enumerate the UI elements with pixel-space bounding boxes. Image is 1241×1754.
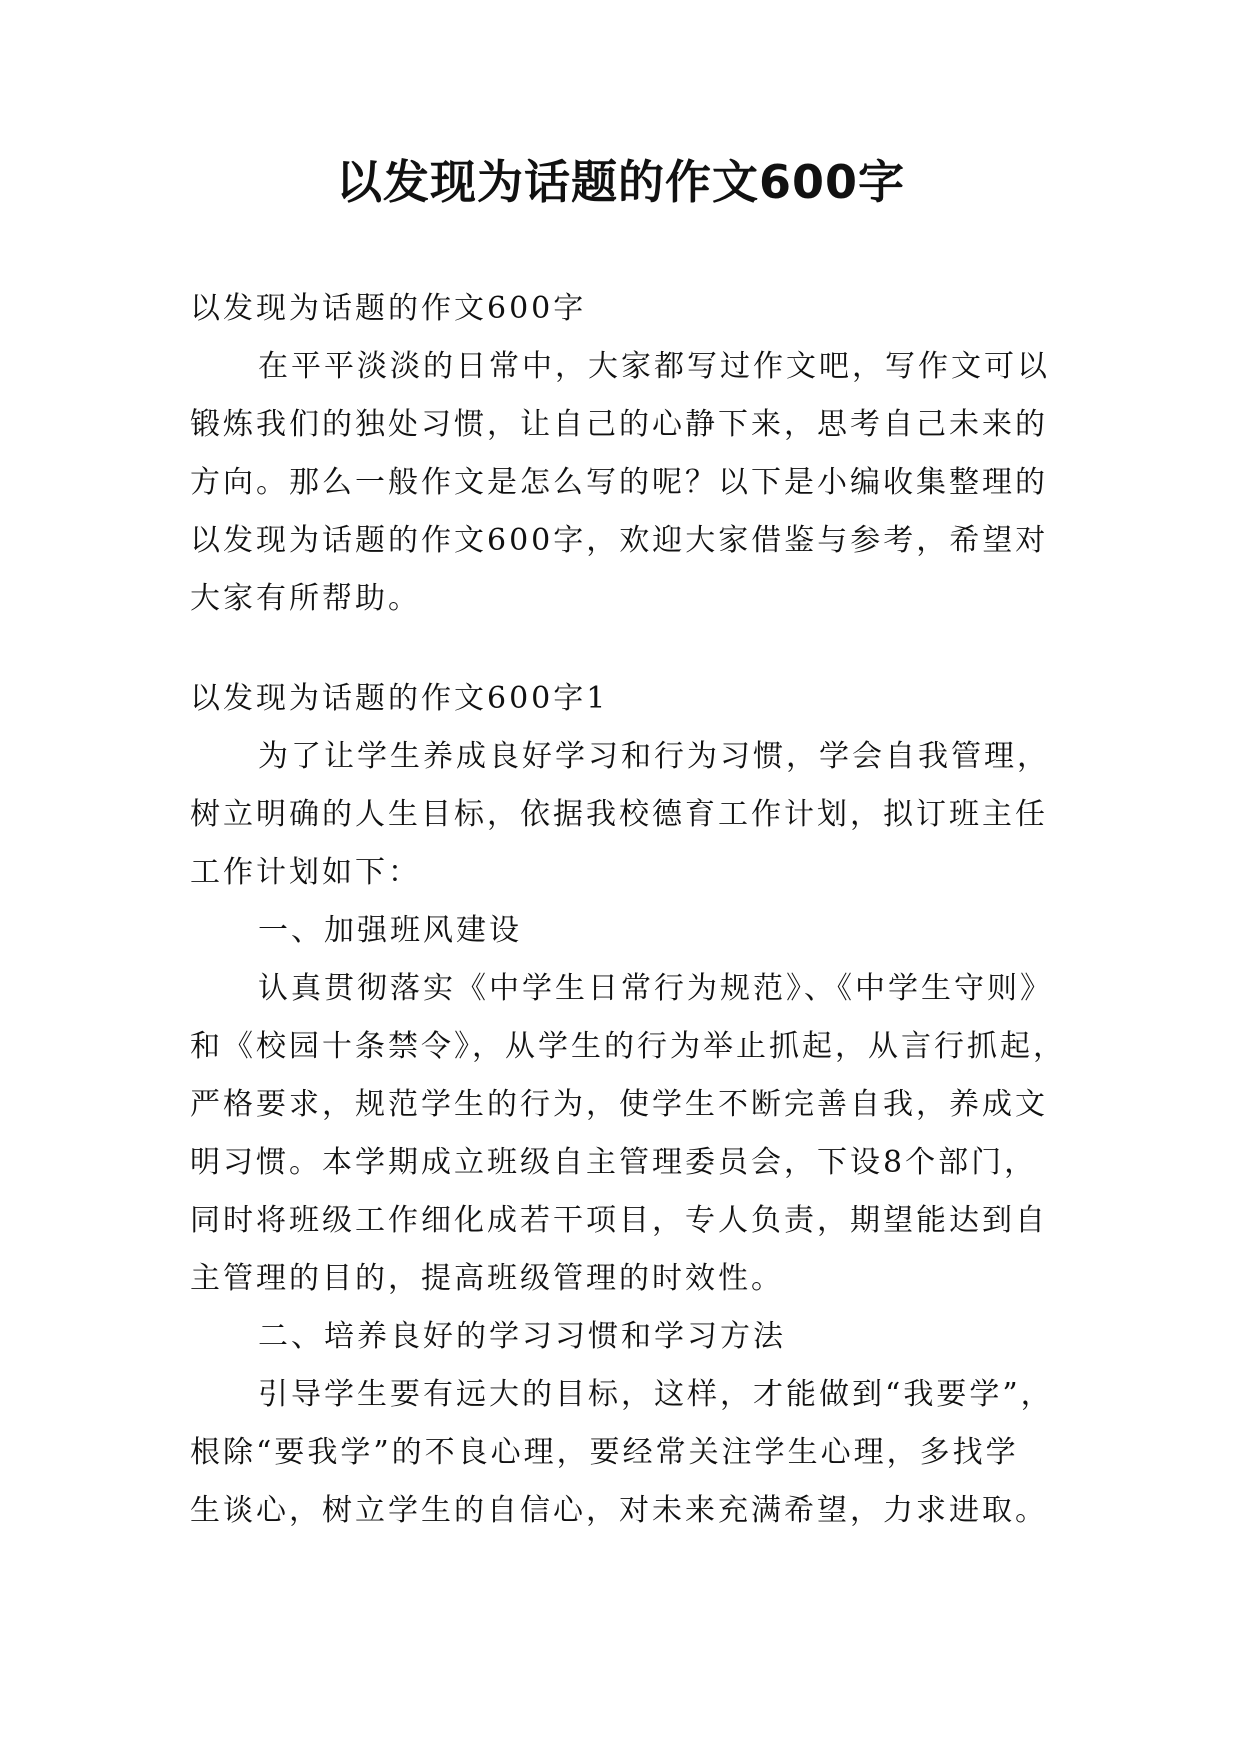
paragraph-line: 同时将班级工作细化成若干项目，专人负责，期望能达到自: [190, 1203, 1048, 1238]
paragraph-line: 在平平淡淡的日常中，大家都写过作文吧，写作文可以: [258, 349, 1050, 384]
section-title-study-habits: 二、培养良好的学习习惯和学习方法: [258, 1319, 786, 1354]
section-spacer: [190, 628, 1070, 670]
paragraph-line: 工作计划如下：: [190, 855, 421, 890]
paragraph-line: 主管理的目的，提高班级管理的时效性。: [190, 1261, 784, 1296]
paragraph-line: 和《校园十条禁令》，从学生的行为举止抓起，从言行抓起，: [190, 1029, 1066, 1064]
intro-heading: 以发现为话题的作文600字: [190, 291, 587, 326]
intro-paragraph: [190, 338, 1070, 628]
paragraph-line: 树立明确的人生目标，依据我校德育工作计划，拟订班主任: [190, 797, 1048, 832]
section-study-habits-paragraph: [190, 1366, 1070, 1540]
paragraph-line: 认真贯彻落实《中学生日常行为规范》、《中学生守则》: [258, 971, 1053, 1006]
document-title: 以发现为话题的作文600字: [335, 155, 906, 209]
essay-heading: 以发现为话题的作文600字1: [190, 681, 609, 716]
paragraph-line: 明习惯。本学期成立班级自主管理委员会，下设8个部门，: [190, 1145, 1038, 1180]
paragraph-line: 方向。那么一般作文是怎么写的呢？以下是小编收集整理的: [190, 465, 1048, 500]
section-title-class-style: 一、加强班风建设: [258, 913, 522, 948]
section-class-style-paragraph: [190, 960, 1070, 1308]
document-body: [190, 280, 1070, 1540]
paragraph-line: 以发现为话题的作文600字，欢迎大家借鉴与参考，希望对: [190, 523, 1049, 558]
paragraph-line: 引导学生要有远大的目标，这样，才能做到“我要学”，: [258, 1377, 1054, 1412]
paragraph-line: 严格要求，规范学生的行为，使学生不断完善自我，养成文: [190, 1087, 1048, 1122]
paragraph-line: 为了让学生养成良好学习和行为习惯，学会自我管理，: [258, 739, 1050, 774]
paragraph-line: 锻炼我们的独处习惯，让自己的心静下来，思考自己未来的: [190, 407, 1048, 442]
paragraph-line: 根除“要我学”的不良心理，要经常关注学生心理，多找学: [190, 1435, 1019, 1470]
paragraph-line: 大家有所帮助。: [190, 581, 421, 616]
essay-opening-paragraph: [190, 728, 1070, 902]
paragraph-line: 生谈心，树立学生的自信心，对未来充满希望，力求进取。: [190, 1493, 1048, 1528]
